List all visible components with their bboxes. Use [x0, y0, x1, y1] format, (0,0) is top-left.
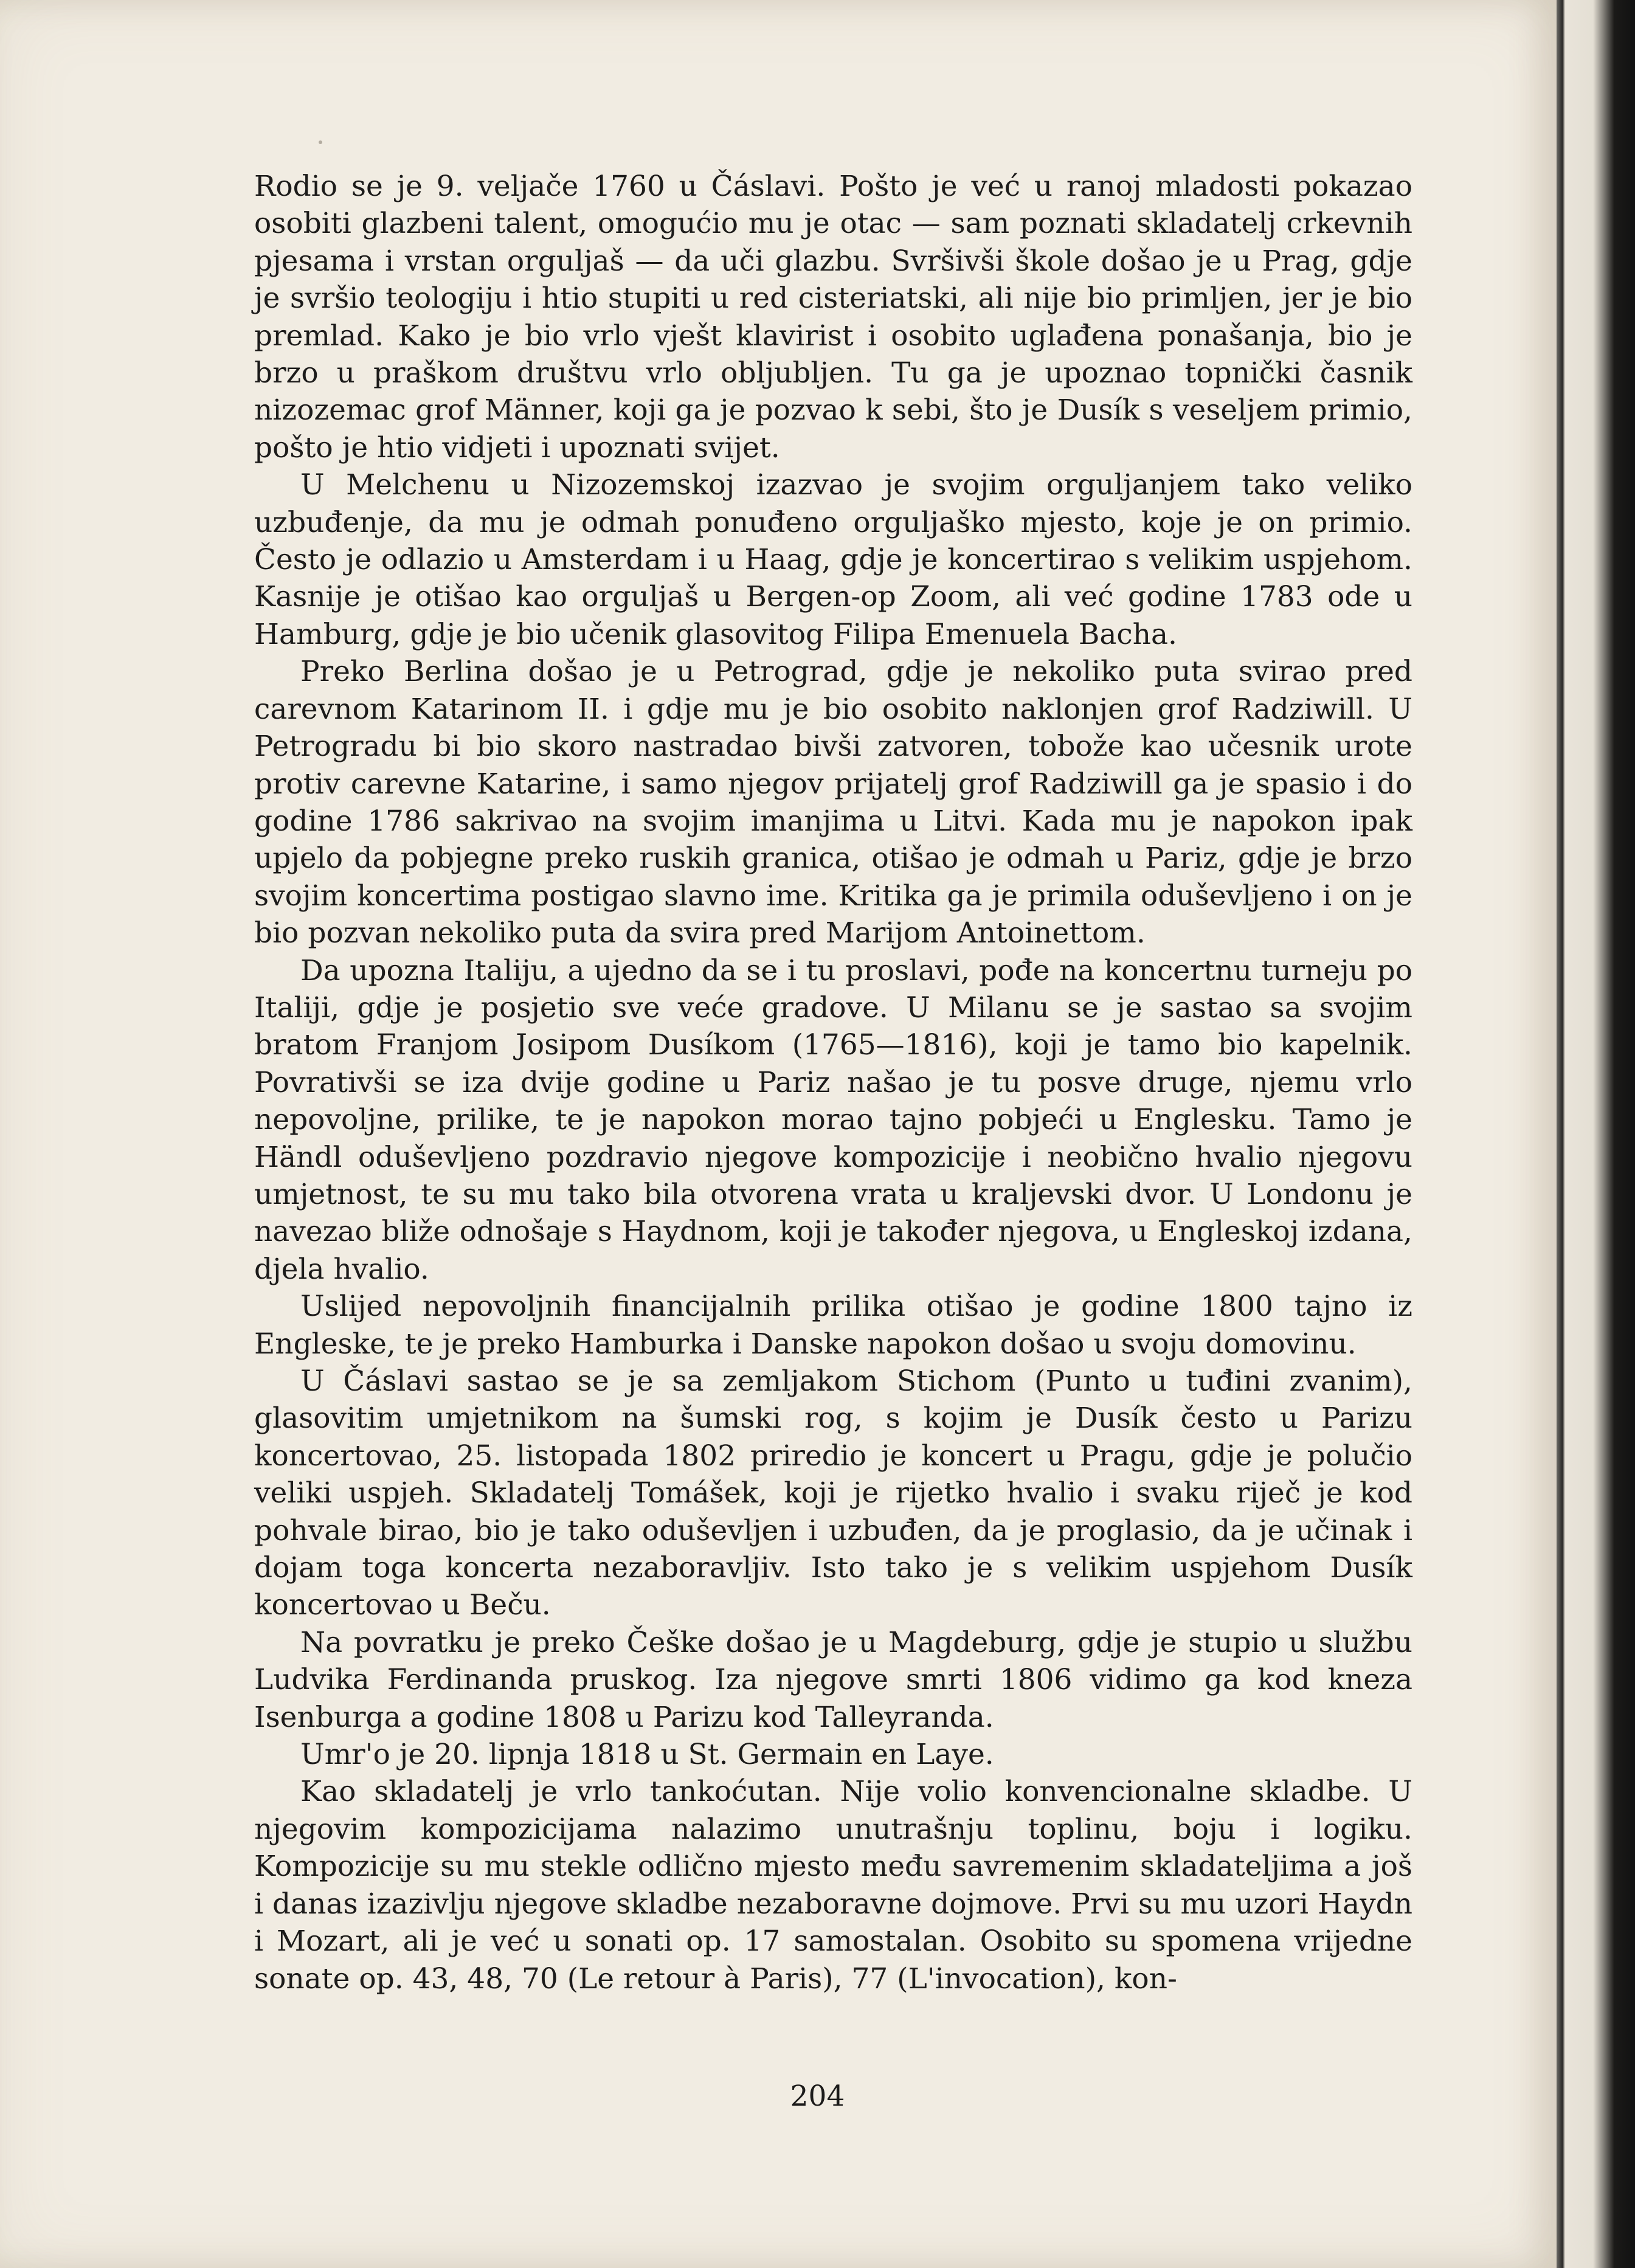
paragraph-birth: Rodio se je 9. veljače 1760 u Čáslavi. Pošto je već u ranoj mladosti pokazao osobiti glazbeni talent, omogućio mu je otac — sam poznati skladatelj crkevnih pjesama i vrstan orguljaš — da uči glazbu. Svršivši škole došao je u Prag, gdje je svršio teologiju i htio stupiti u red cisteriatski, ali nije bio primljen, jer je bio premlad. Kako je bio vrlo vješt klavirist i osobito uglađena ponašanja, bio je brzo u praškom društvu vrlo obljubljen. Tu ga je upoznao topnički časnik nizozemac grof Männer, koji ga je pozvao k sebi, što je Dusík s veseljem primio, pošto je htio vidjeti i upoznati svijet. [254, 170, 1412, 465]
paragraph-petrograd: Preko Berlina došao je u Petrograd, gdje je nekoliko puta svirao pred carevnom Katarinom II. i gdje mu je bio osobito naklonjen grof Radziwill. U Petrogradu bi bio skoro nastradao bivši zatvoren, tobože kao učesnik urote protiv carevne Katarine, i samo njegov prijatelj grof Radziwill ga je spasio i do godine 1786 sakrivao na svojim imanjima u Litvi. Kada mu je napokon ipak upjelo da pobjegne preko ruskih granica, otišao je odmah u Pariz, gdje je brzo svojim koncertima postigao slavno ime. Kritika ga je primila oduševljeno i on je bio pozvan nekoliko puta da svira pred Marijom Antoinettom. [254, 655, 1412, 950]
paragraph-death: Umr'o je 20. lipnja 1818 u St. Germain en Laye. [300, 1738, 994, 1772]
paragraph-composer: Kao skladatelj je vrlo tankoćutan. Nije volio konvencionalne skladbe. U njegovim kompozicijama nalazimo unutrašnju toplinu, boju i logiku. Kompozicije su mu stekle odlično mjesto među savremenim skladateljima a još i danas izazivlju njegove skladbe nezaboravne dojmove. Prvi su mu uzori Haydn i Mozart, ali je već u sonati op. 17 samostalan. Osobito su spomena vrijedne sonate op. 43, 48, 70 (Le retour à Paris), 77 (L'invocation), kon- [254, 1775, 1412, 1996]
body-text [254, 168, 1412, 1997]
paragraph-caslav: U Čáslavi sastao se je sa zemljakom Stichom (Punto u tuđini zvanim), glasovitim umjetnikom na šumski rog, s kojim je Dusík često u Parizu koncertovao, 25. listopada 1802 priredio je koncert u Pragu, gdje je polučio veliki uspjeh. Skladatelj Tomášek, koji je rijetko hvalio i svaku riječ je kod pohvale birao, bio je tako oduševljen i uzbuđen, da je proglasio, da je učinak i dojam toga koncerta nezaboravljiv. Isto tako je s velikim uspjehom Dusík koncertovao u Beču. [254, 1364, 1412, 1622]
paragraph-melchen: U Melchenu u Nizozemskoj izazvao je svojim orguljanjem tako veliko uzbuđenje, da mu je odmah ponuđeno orguljaško mjesto, koje je on primio. Često je odlazio u Amsterdam i u Haag, gdje je koncertirao s velikim uspjehom. Kasnije je otišao kao orguljaš u Bergen-op Zoom, ali već godine 1783 ode u Hamburg, gdje je bio učenik glasovitog Filipa Emenuela Bacha. [254, 468, 1412, 651]
paragraph-italy: Da upozna Italiju, a ujedno da se i tu proslavi, pođe na koncertnu turneju po Italiji, gdje je posjetio sve veće gradove. U Milanu se je sastao sa svojim bratom Franjom Josipom Dusíkom (1765—1816), koji je tamo bio kapelnik. Povrativši se iza dvije godine u Pariz našao je tu posve druge, njemu vrlo nepovoljne, prilike, te je napokon morao tajno pobjeći u Englesku. Tamo je Händl oduševljeno pozdravio njegove kompozicije i neobično hvalio njegovu umjetnost, te su mu tako bila otvorena vrata u kraljevski dvor. U Londonu je navezao bliže odnošaje s Haydnom, koji je također njegova, u Engleskoj izdana, djela hvalio. [254, 953, 1412, 1286]
book-edge [1557, 0, 1635, 2268]
ink-speck [319, 140, 322, 144]
page-number: 204 [790, 2080, 845, 2113]
paragraph-magdeburg: Na povratku je preko Češke došao je u Magdeburg, gdje je stupio u službu Ludvika Ferdinanda pruskog. Iza njegove smrti 1806 vidimo ga kod kneza Isenburga a godine 1808 u Parizu kod Talleyranda. [254, 1625, 1412, 1734]
paragraph-return-home: Uslijed nepovoljnih financijalnih prilika otišao je godine 1800 tajno iz Engleske, te je preko Hamburka i Danske napokon došao u svoju domovinu. [254, 1290, 1412, 1361]
